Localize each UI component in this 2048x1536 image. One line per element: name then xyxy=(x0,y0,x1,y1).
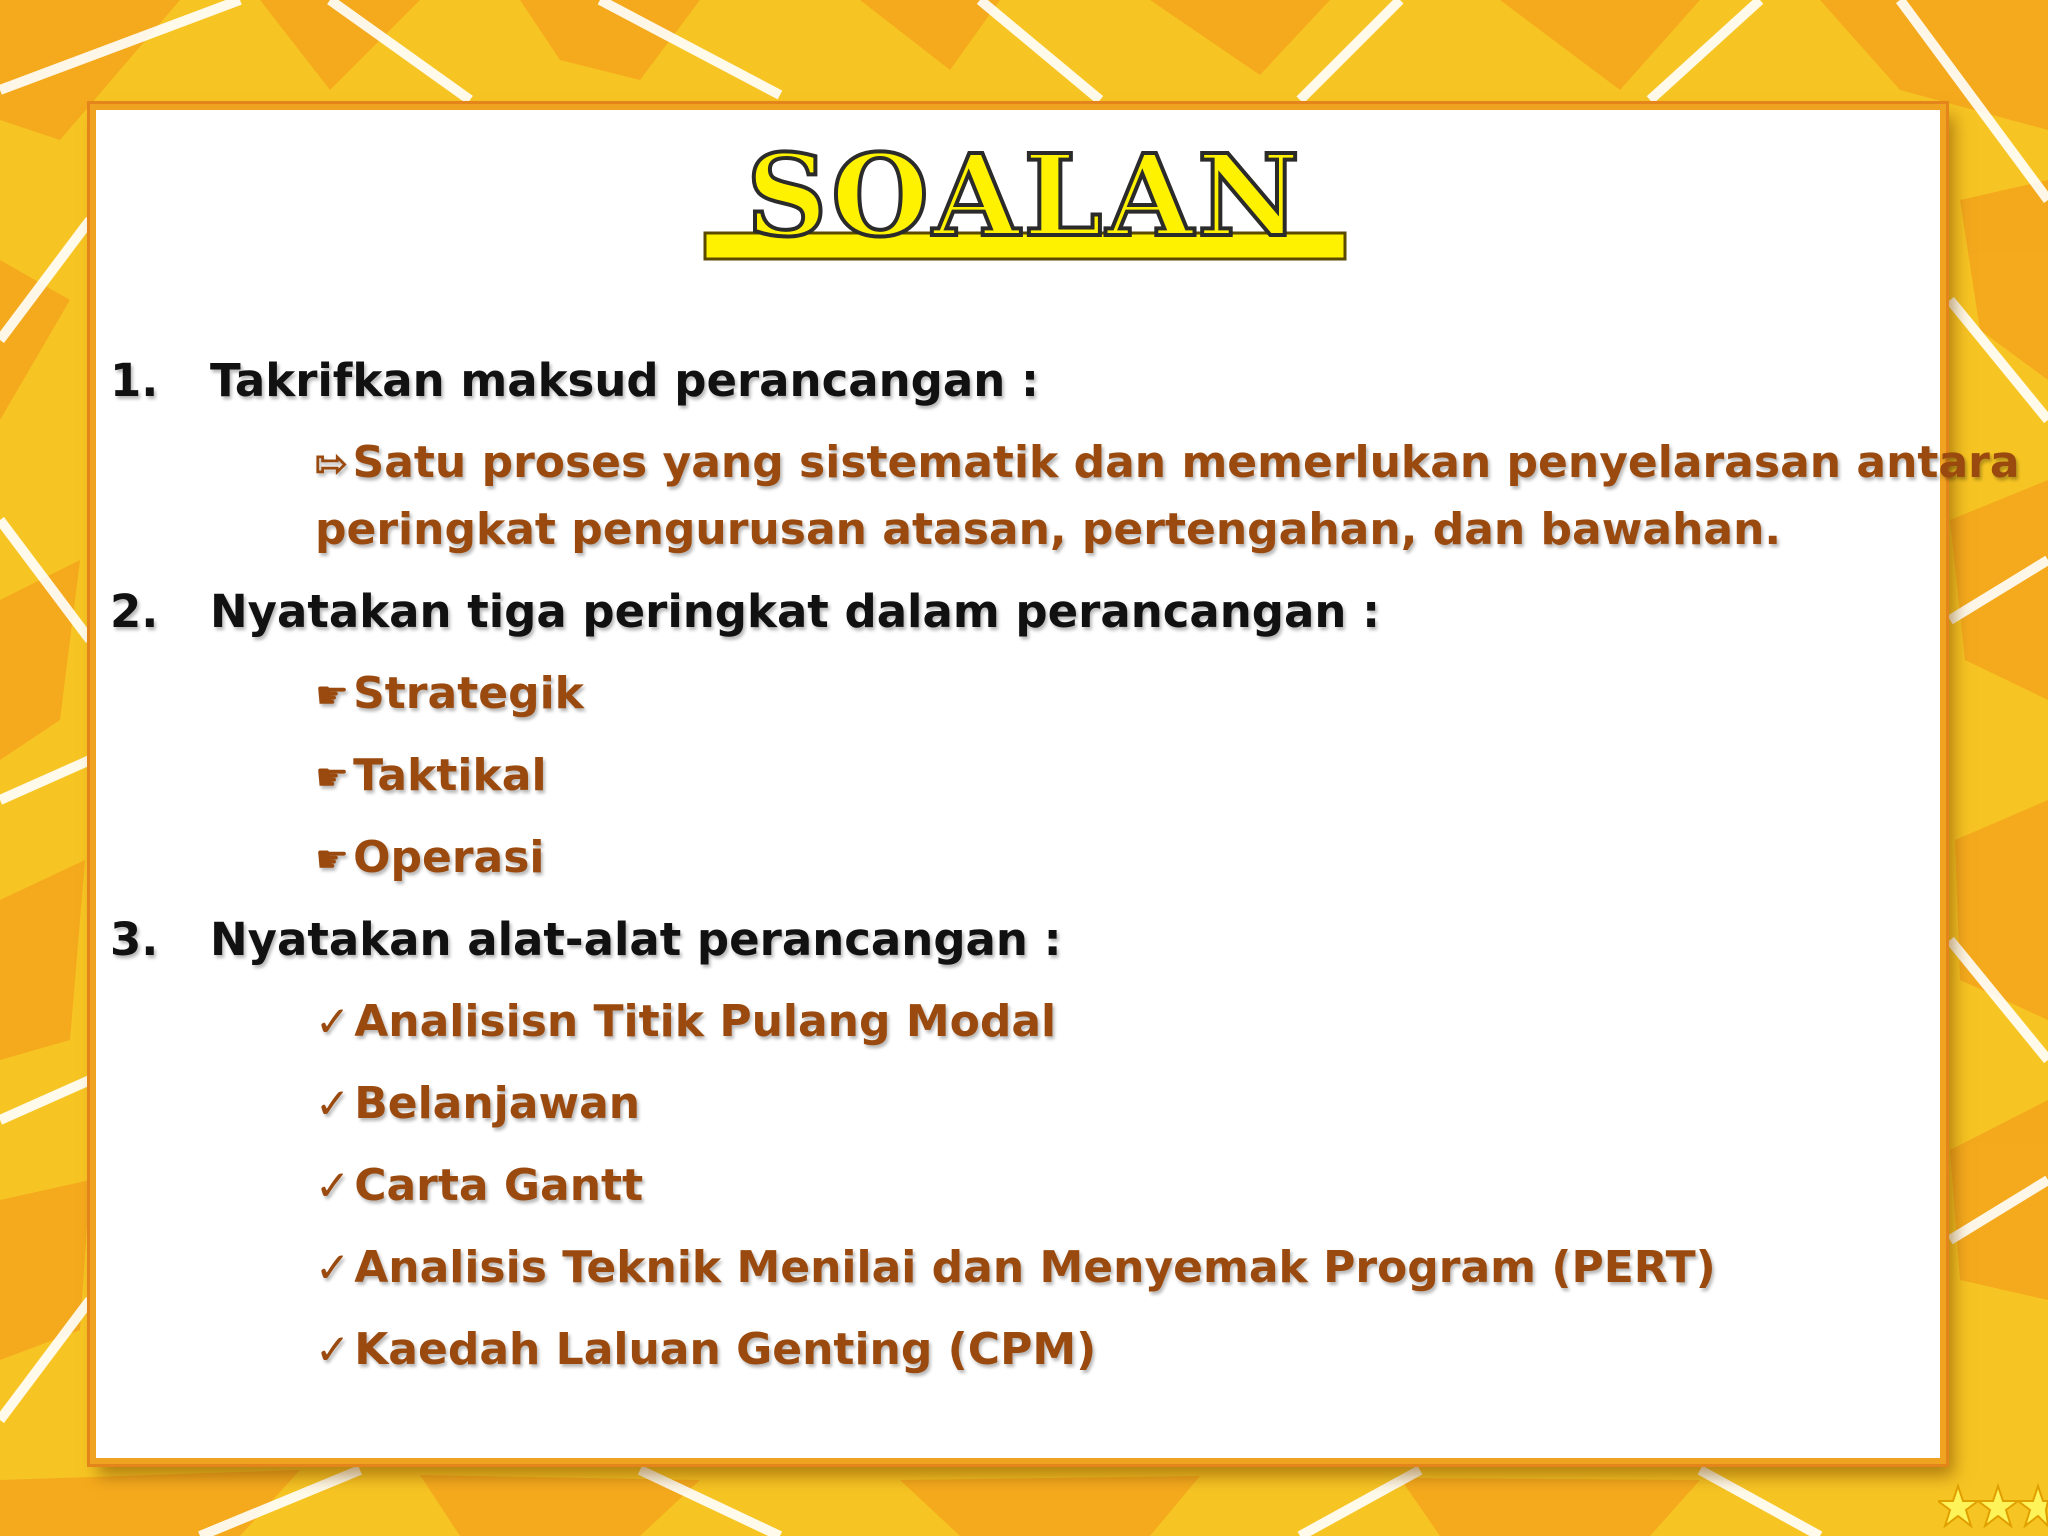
question-2 xyxy=(110,571,1930,653)
answer-item xyxy=(110,1309,1930,1391)
slide-title-text: SOALAN xyxy=(746,135,1304,262)
answer-item xyxy=(110,1145,1930,1227)
checkmark-icon: ✓ xyxy=(315,1325,351,1374)
question-list xyxy=(110,340,2020,1391)
checkmark-icon: ✓ xyxy=(315,1079,351,1128)
answer-item xyxy=(110,653,1930,735)
answer-text: Belanjawan xyxy=(354,1078,641,1129)
answer-text: Analisis Teknik Menilai dan Menyemak Program (PERT) xyxy=(354,1242,1716,1293)
answer-item xyxy=(110,817,1930,899)
answer-text: Operasi xyxy=(353,832,545,883)
answer-item xyxy=(110,735,1930,817)
question-text: Nyatakan alat-alat perancangan : xyxy=(210,913,1062,966)
pointing-hand-icon: ☛ xyxy=(315,755,350,799)
answer-text: Kaedah Laluan Genting (CPM) xyxy=(354,1324,1097,1375)
question-text: Nyatakan tiga peringkat dalam perancangan : xyxy=(210,585,1381,638)
pointing-hand-icon: ☛ xyxy=(315,837,350,881)
answer-item xyxy=(110,981,1930,1063)
question-number: 2. xyxy=(110,585,159,638)
checkmark-icon: ✓ xyxy=(315,1161,351,1210)
question-number: 1. xyxy=(110,354,159,407)
question-text: Takrifkan maksud perancangan : xyxy=(210,354,1039,407)
answer-text: Satu proses yang sistematik dan memerlukan penyelarasan antara peringkat pengurusan atasan, pertengahan, dan bawahan. xyxy=(315,437,2020,555)
answer-text: Carta Gantt xyxy=(354,1160,644,1211)
question-1 xyxy=(110,340,1930,422)
star-decoration-icon xyxy=(1938,1466,2048,1536)
checkmark-icon: ✓ xyxy=(315,997,351,1046)
answer-item xyxy=(110,422,2030,571)
answer-text: Analisisn Titik Pulang Modal xyxy=(354,996,1057,1047)
answer-item xyxy=(110,1063,1930,1145)
slide-title xyxy=(700,135,1350,270)
answer-item xyxy=(110,1227,1930,1309)
answer-text: Taktikal xyxy=(353,750,547,801)
pointing-hand-icon: ☛ xyxy=(315,673,350,717)
checkmark-icon: ✓ xyxy=(315,1243,351,1292)
question-number: 3. xyxy=(110,913,159,966)
arrow-icon: ⇰ xyxy=(315,441,349,487)
answer-text: Strategik xyxy=(353,668,584,719)
question-3 xyxy=(110,899,1930,981)
